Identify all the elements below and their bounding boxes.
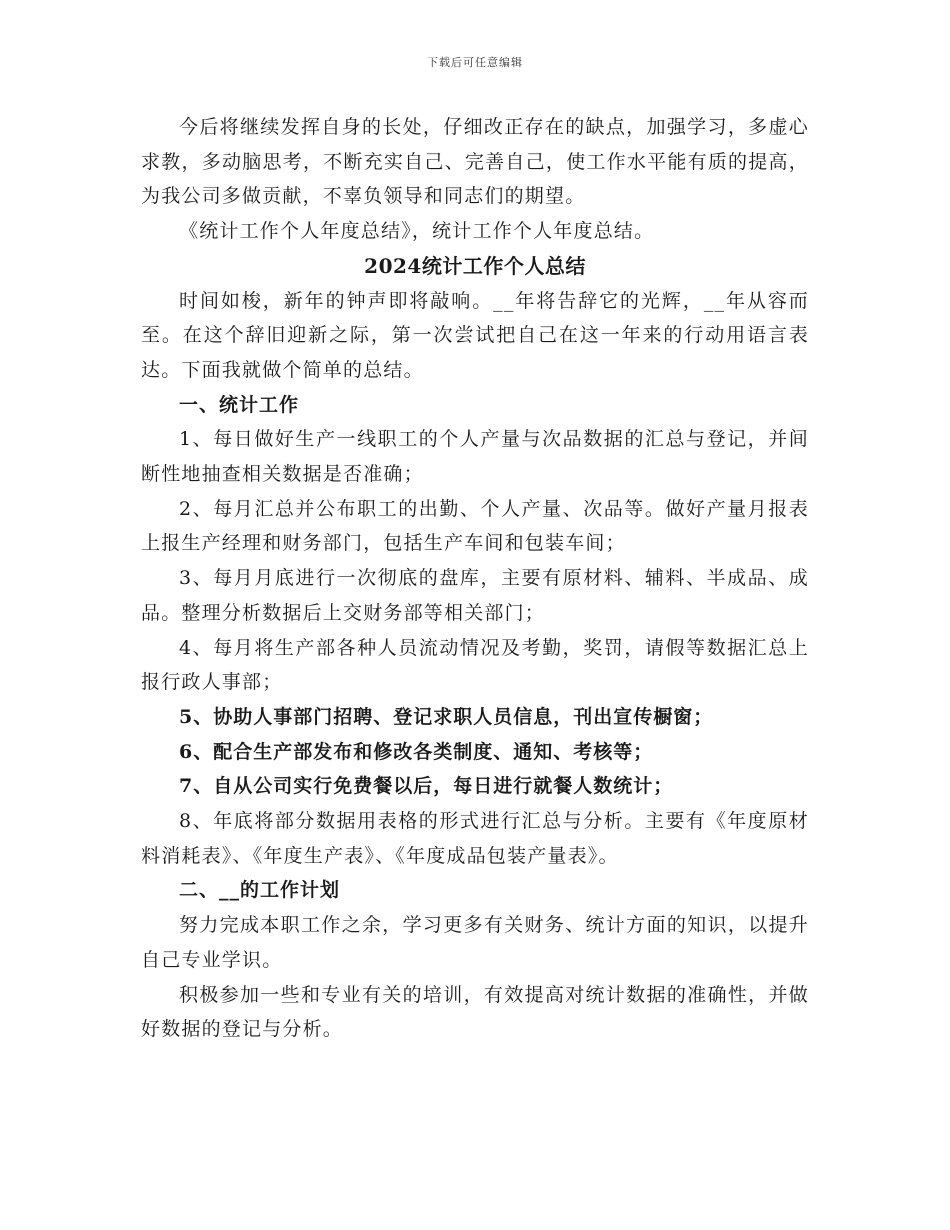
- list-item-8: 8、年底将部分数据用表格的形式进行汇总与分析。主要有《年度原材料消耗表》、《年度生产表》、《年度成品包装产量表》。: [141, 810, 809, 867]
- list-item-5: 5、协助人事部门招聘、登记求职人员信息，刊出宣传橱窗；: [179, 705, 714, 728]
- list-item-2: 2、每月汇总并公布职工的出勤、个人产量、次品等。做好产量月报表上报生产经理和财务部门，包括生产车间和包装车间；: [141, 497, 809, 555]
- section-heading-statistics-work: 一、统计工作: [179, 393, 300, 416]
- list-item-3: 3、每月月底进行一次彻底的盘库，主要有原材料、辅料、半成品、成品。整理分析数据后上交财务部等相关部门；: [141, 567, 809, 624]
- paragraph-closing-remarks: 今后将继续发挥自身的长处，仔细改正存在的缺点，加强学习，多虚心求教，多动脑思考，不断充实自己、完善自己，使工作水平能有质的提高，为我公司多做贡献，不辜负领导和同志们的期望。: [141, 116, 809, 208]
- document-title: 2024统计工作个人总结: [364, 253, 586, 278]
- paragraph-source-reference: 《统计工作个人年度总结》，统计工作个人年度总结。: [179, 220, 655, 243]
- list-item-1: 1、每日做好生产一线职工的个人产量与次品数据的汇总与登记，并间断性地抽查相关数据是否准确；: [141, 428, 809, 486]
- paragraph-introduction: 时间如梭，新年的钟声即将敲响。__年将告辞它的光辉，__年从容而至。在这个辞旧迎新之际，第一次尝试把自己在这一年来的行动用语言表达。下面我就做个简单的总结。: [141, 289, 809, 381]
- list-item-4: 4、每月将生产部各种人员流动情况及考勤，奖罚，请假等数据汇总上报行政人事部；: [141, 636, 809, 694]
- page-header-note: 下载后可任意编辑: [427, 56, 523, 69]
- plan-paragraph-2: 积极参加一些和专业有关的培训，有效提高对统计数据的准确性，并做好数据的登记与分析。: [141, 983, 809, 1041]
- document-body: [141, 110, 809, 1047]
- plan-paragraph-1: 努力完成本职工作之余，学习更多有关财务、统计方面的知识，以提升自己专业学识。: [141, 914, 809, 971]
- list-item-6: 6、配合生产部发布和修改各类制度、通知、考核等；: [179, 740, 654, 763]
- list-item-7: 7、自从公司实行免费餐以后，每日进行就餐人数统计；: [179, 775, 674, 798]
- section-heading-work-plan: 二、__的工作计划: [179, 879, 341, 902]
